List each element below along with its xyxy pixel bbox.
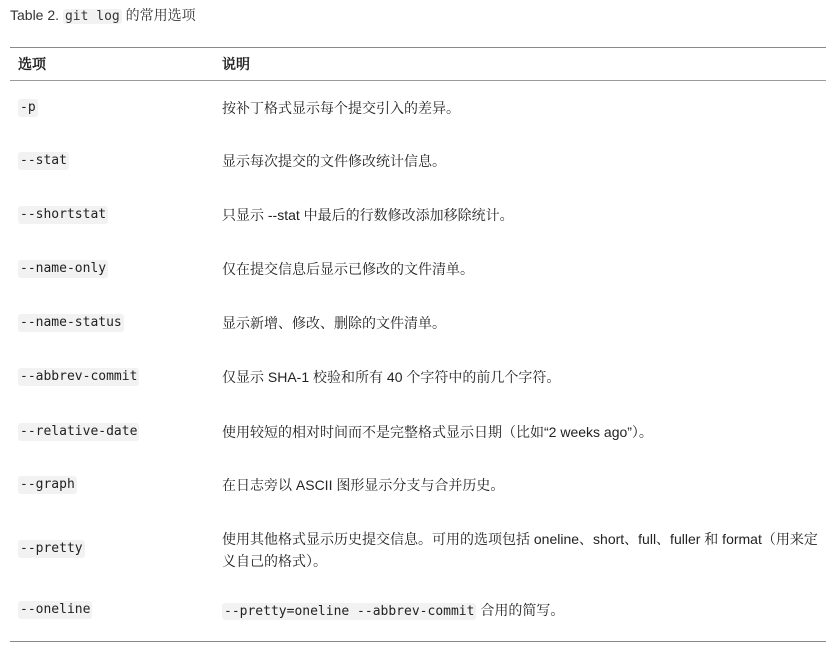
table-caption bbox=[10, 6, 196, 26]
option-cell: --pretty bbox=[20, 541, 83, 556]
option-cell: --shortstat bbox=[20, 207, 107, 222]
description-code: --pretty=oneline --abbrev-commit bbox=[224, 604, 475, 619]
description-cell: 显示每次提交的文件修改统计信息。 bbox=[222, 153, 446, 169]
caption-suffix: 的常用选项 bbox=[121, 7, 196, 23]
option-cell: --stat bbox=[20, 153, 67, 168]
description-cell: 使用其他格式显示历史提交信息。可用的选项包括 oneline、short、full、fuller 和 format（用来定义自己的格式）。 bbox=[222, 531, 818, 569]
description-cell: 仅在提交信息后显示已修改的文件清单。 bbox=[222, 261, 474, 277]
option-cell: --abbrev-commit bbox=[20, 369, 138, 384]
option-cell: --name-status bbox=[20, 315, 122, 330]
description-cell bbox=[222, 599, 818, 623]
header-description: 说明 bbox=[222, 56, 250, 72]
table-header-rule bbox=[10, 80, 826, 81]
description-cell: 显示新增、修改、删除的文件清单。 bbox=[222, 315, 446, 331]
description-cell: 使用较短的相对时间而不是完整格式显示日期（比如“2 weeks ago”）。 bbox=[222, 424, 653, 440]
option-cell: --graph bbox=[20, 477, 75, 492]
description-cell: 按补丁格式显示每个提交引入的差异。 bbox=[222, 100, 460, 116]
option-cell: --oneline bbox=[20, 602, 91, 617]
header-option: 选项 bbox=[18, 56, 46, 72]
caption-prefix: Table 2. bbox=[10, 7, 63, 23]
description-suffix: 合用的简写。 bbox=[476, 602, 565, 618]
description-cell: 只显示 --stat 中最后的行数修改添加移除统计。 bbox=[222, 207, 514, 223]
description-cell: 在日志旁以 ASCII 图形显示分支与合并历史。 bbox=[222, 477, 505, 493]
option-cell: --name-only bbox=[20, 261, 107, 276]
table-top-rule bbox=[10, 47, 826, 48]
caption-code: git log bbox=[64, 9, 120, 24]
option-cell: --relative-date bbox=[20, 424, 138, 439]
option-cell: -p bbox=[20, 100, 36, 115]
table-bottom-rule bbox=[10, 641, 826, 642]
description-cell: 仅显示 SHA-1 校验和所有 40 个字符中的前几个字符。 bbox=[222, 369, 561, 385]
